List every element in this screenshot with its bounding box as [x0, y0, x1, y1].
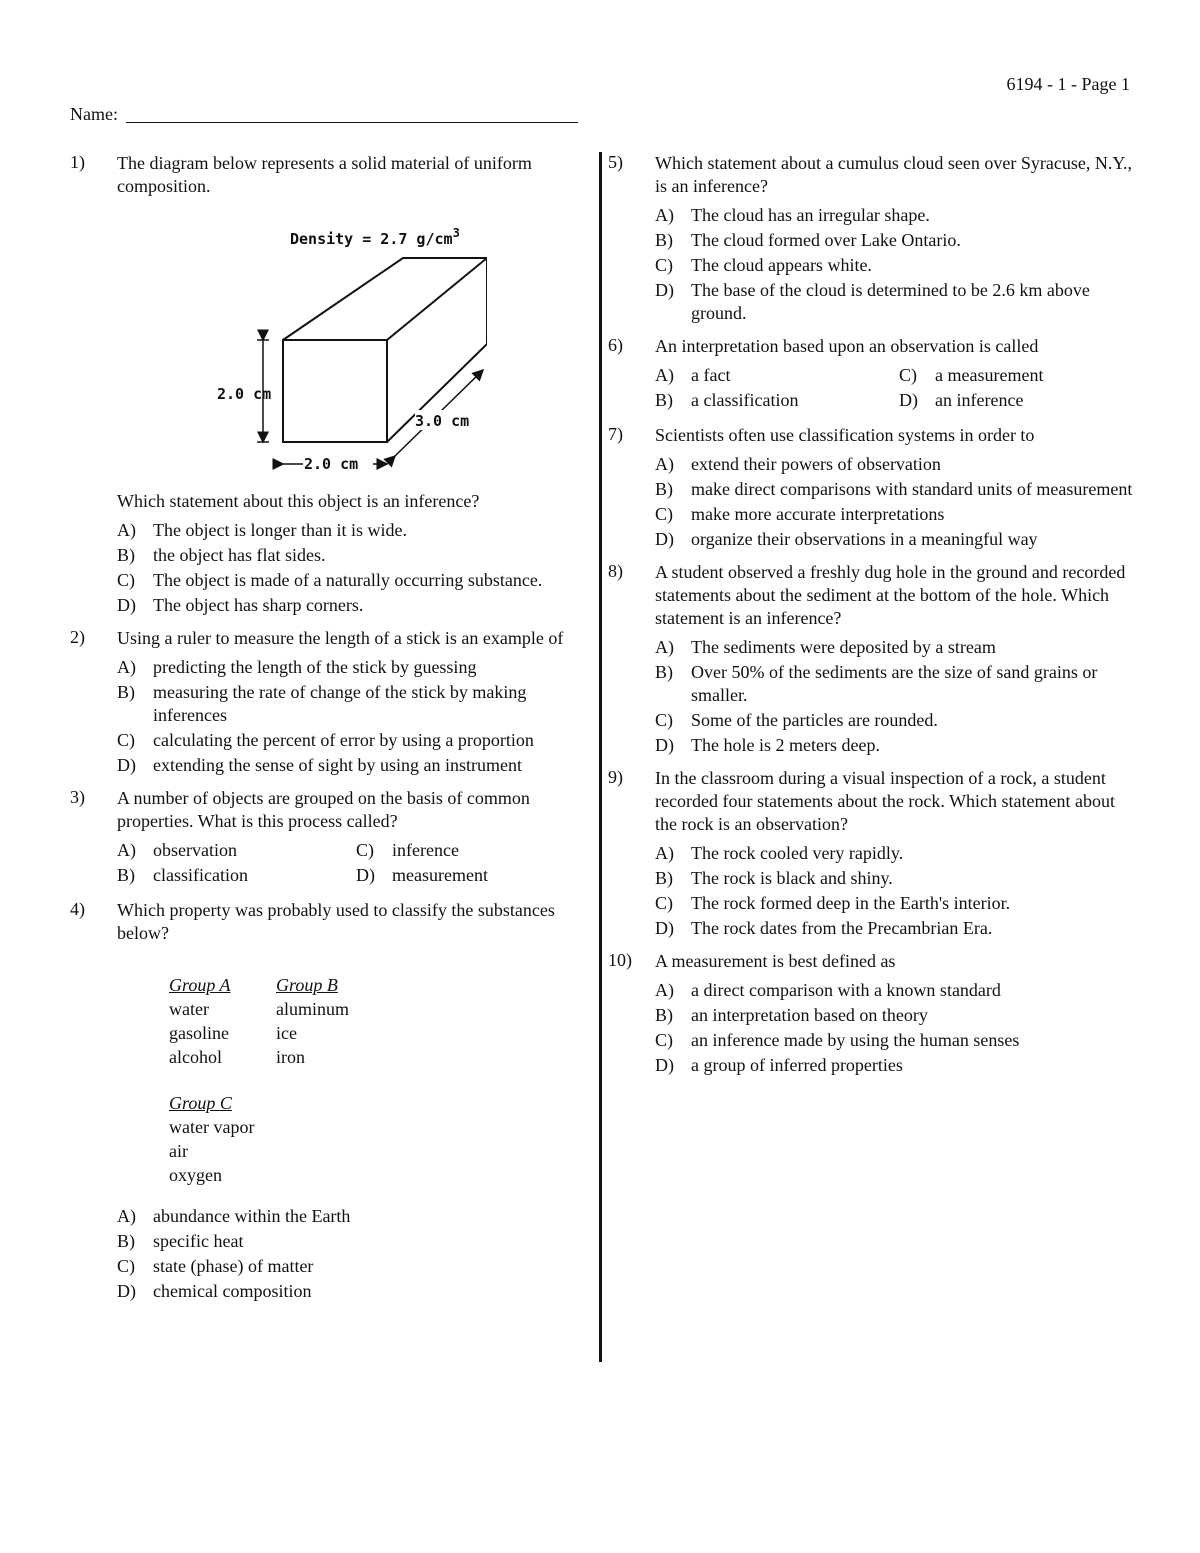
question-4	[70, 899, 585, 1303]
question-7	[608, 424, 1133, 551]
answer-option[interactable]: A) predicting the length of the stick by guessing	[117, 657, 477, 677]
answer-options	[655, 364, 1133, 414]
question-8	[608, 561, 1133, 757]
density-label: Density = 2.7 $g/cm^3$	[290, 226, 460, 248]
answer-option[interactable]: B) specific heat	[117, 1231, 244, 1251]
group-item: ice	[276, 1023, 297, 1043]
answer-options	[655, 453, 1133, 551]
answer-option[interactable]: C) make more accurate interpretations	[655, 504, 945, 524]
answer-option[interactable]: C) a measurement	[899, 365, 1044, 385]
page-label: 6194 - 1 - Page 1	[1006, 74, 1130, 94]
answer-option[interactable]: A) The cloud has an irregular shape.	[655, 205, 930, 225]
answer-option[interactable]: B) classification	[117, 865, 248, 885]
question-stem: A measurement is best defined as	[655, 951, 896, 971]
group-b	[276, 973, 383, 1069]
answer-options	[117, 1205, 585, 1303]
answer-option[interactable]: C) Some of the particles are rounded.	[655, 710, 938, 730]
question-3	[70, 787, 585, 889]
answer-options	[655, 636, 1133, 757]
answer-options	[117, 839, 585, 889]
height-label: 2.0 cm	[217, 385, 272, 403]
question-number: 6)	[608, 335, 623, 355]
group-item: water	[169, 999, 209, 1019]
answer-option[interactable]: D) The object has sharp corners.	[117, 595, 364, 615]
answer-option[interactable]: D) measurement	[356, 865, 488, 885]
answer-option[interactable]: B) The cloud formed over Lake Ontario.	[655, 230, 961, 250]
group-item: oxygen	[169, 1165, 222, 1185]
answer-option[interactable]: A) a direct comparison with a known standard	[655, 980, 1001, 1000]
answer-option[interactable]: D) The rock dates from the Precambrian Era.	[655, 918, 993, 938]
answer-option[interactable]: A) extend their powers of observation	[655, 454, 941, 474]
group-item: iron	[276, 1047, 305, 1067]
question-number: 1)	[70, 152, 85, 172]
question-6	[608, 335, 1133, 414]
substance-groups	[169, 973, 585, 1187]
column-divider	[599, 152, 602, 1362]
width-label: 2.0 cm	[304, 455, 359, 473]
question-number: 4)	[70, 899, 85, 919]
question-stem: Scientists often use classification systems in order to	[655, 425, 1035, 445]
answer-option[interactable]: D) an inference	[899, 390, 1024, 410]
answer-option[interactable]: A) The object is longer than it is wide.	[117, 520, 407, 540]
question-stem: In the classroom during a visual inspection of a rock, a student recorded four statements about the rock. Which statement about the rock is an observation?	[655, 768, 1116, 834]
answer-option[interactable]: C) calculating the percent of error by using a proportion	[117, 730, 534, 750]
question-9	[608, 767, 1133, 940]
answer-option[interactable]: C) an inference made by using the human senses	[655, 1030, 1020, 1050]
answer-option[interactable]: B) a classification	[655, 390, 799, 410]
question-stem: The diagram below represents a solid material of uniform composition.	[117, 153, 532, 196]
question-stem: Using a ruler to measure the length of a stick is an example of	[117, 628, 564, 648]
question-number: 8)	[608, 561, 623, 581]
question-stem: Which property was probably used to classify the substances below?	[117, 900, 555, 943]
rectangular-block-diagram	[207, 216, 487, 476]
answer-option[interactable]: C) inference	[356, 840, 459, 860]
group-item: water vapor	[169, 1117, 255, 1137]
question-subprompt: Which statement about this object is an inference?	[117, 491, 480, 511]
answer-option[interactable]: A) The rock cooled very rapidly.	[655, 843, 904, 863]
answer-options	[655, 842, 1133, 940]
question-number: 9)	[608, 767, 623, 787]
group-heading: Group A	[169, 975, 231, 995]
group-item: gasoline	[169, 1023, 229, 1043]
density-block-figure	[117, 216, 585, 476]
answer-option[interactable]: B) an interpretation based on theory	[655, 1005, 928, 1025]
answer-option[interactable]: D) The base of the cloud is determined to be 2.6 km above ground.	[655, 280, 1090, 323]
question-number: 2)	[70, 627, 85, 647]
left-column	[70, 152, 585, 1313]
name-line	[70, 104, 578, 125]
answer-option[interactable]: B) The rock is black and shiny.	[655, 868, 893, 888]
answer-option[interactable]: C) state (phase) of matter	[117, 1256, 314, 1276]
answer-option[interactable]: D) a group of inferred properties	[655, 1055, 903, 1075]
question-10	[608, 950, 1133, 1077]
group-item: aluminum	[276, 999, 349, 1019]
answer-option[interactable]: C) The cloud appears white.	[655, 255, 872, 275]
question-number: 7)	[608, 424, 623, 444]
answer-option[interactable]: B) the object has flat sides.	[117, 545, 326, 565]
question-stem: A student observed a freshly dug hole in the ground and recorded statements about the sediment at the bottom of the hole. Which statement is an inference?	[655, 562, 1126, 628]
answer-option[interactable]: D) The hole is 2 meters deep.	[655, 735, 880, 755]
group-item: air	[169, 1141, 188, 1161]
group-a	[169, 973, 276, 1069]
name-blank	[126, 122, 578, 123]
answer-option[interactable]: A) The sediments were deposited by a stream	[655, 637, 996, 657]
right-column	[608, 152, 1133, 1087]
answer-option[interactable]: D) organize their observations in a meaningful way	[655, 529, 1038, 549]
question-stem: Which statement about a cumulus cloud seen over Syracuse, N.Y., is an inference?	[655, 153, 1133, 196]
question-number: 5)	[608, 152, 623, 172]
answer-option[interactable]: B) measuring the rate of change of the stick by making inferences	[117, 682, 527, 725]
answer-options	[117, 656, 585, 777]
group-c	[169, 1091, 276, 1187]
question-2	[70, 627, 585, 777]
depth-label: 3.0 cm	[415, 412, 470, 430]
answer-options	[655, 979, 1133, 1077]
group-heading: Group C	[169, 1093, 232, 1113]
question-stem: A number of objects are grouped on the basis of common properties. What is this process called?	[117, 788, 530, 831]
answer-options	[117, 519, 585, 617]
answer-option[interactable]: B) Over 50% of the sediments are the size of sand grains or smaller.	[655, 662, 1098, 705]
question-stem: An interpretation based upon an observation is called	[655, 336, 1039, 356]
answer-option[interactable]: D) chemical composition	[117, 1281, 312, 1301]
answer-option[interactable]: C) The rock formed deep in the Earth's interior.	[655, 893, 1011, 913]
answer-option[interactable]: C) The object is made of a naturally occurring substance.	[117, 570, 543, 590]
question-number: 3)	[70, 787, 85, 807]
question-number: 10)	[608, 950, 632, 970]
answer-option[interactable]: B) make direct comparisons with standard units of measurement	[655, 479, 1133, 499]
answer-option[interactable]: A) abundance within the Earth	[117, 1206, 351, 1226]
answer-option[interactable]: A) observation	[117, 840, 237, 860]
answer-option[interactable]: A) a fact	[655, 365, 731, 385]
answer-option[interactable]: D) extending the sense of sight by using an instrument	[117, 755, 522, 775]
question-5	[608, 152, 1133, 325]
name-label: Name:	[70, 104, 118, 124]
group-item: alcohol	[169, 1047, 222, 1067]
question-1	[70, 152, 585, 617]
group-heading: Group B	[276, 975, 338, 995]
answer-options	[655, 204, 1133, 325]
